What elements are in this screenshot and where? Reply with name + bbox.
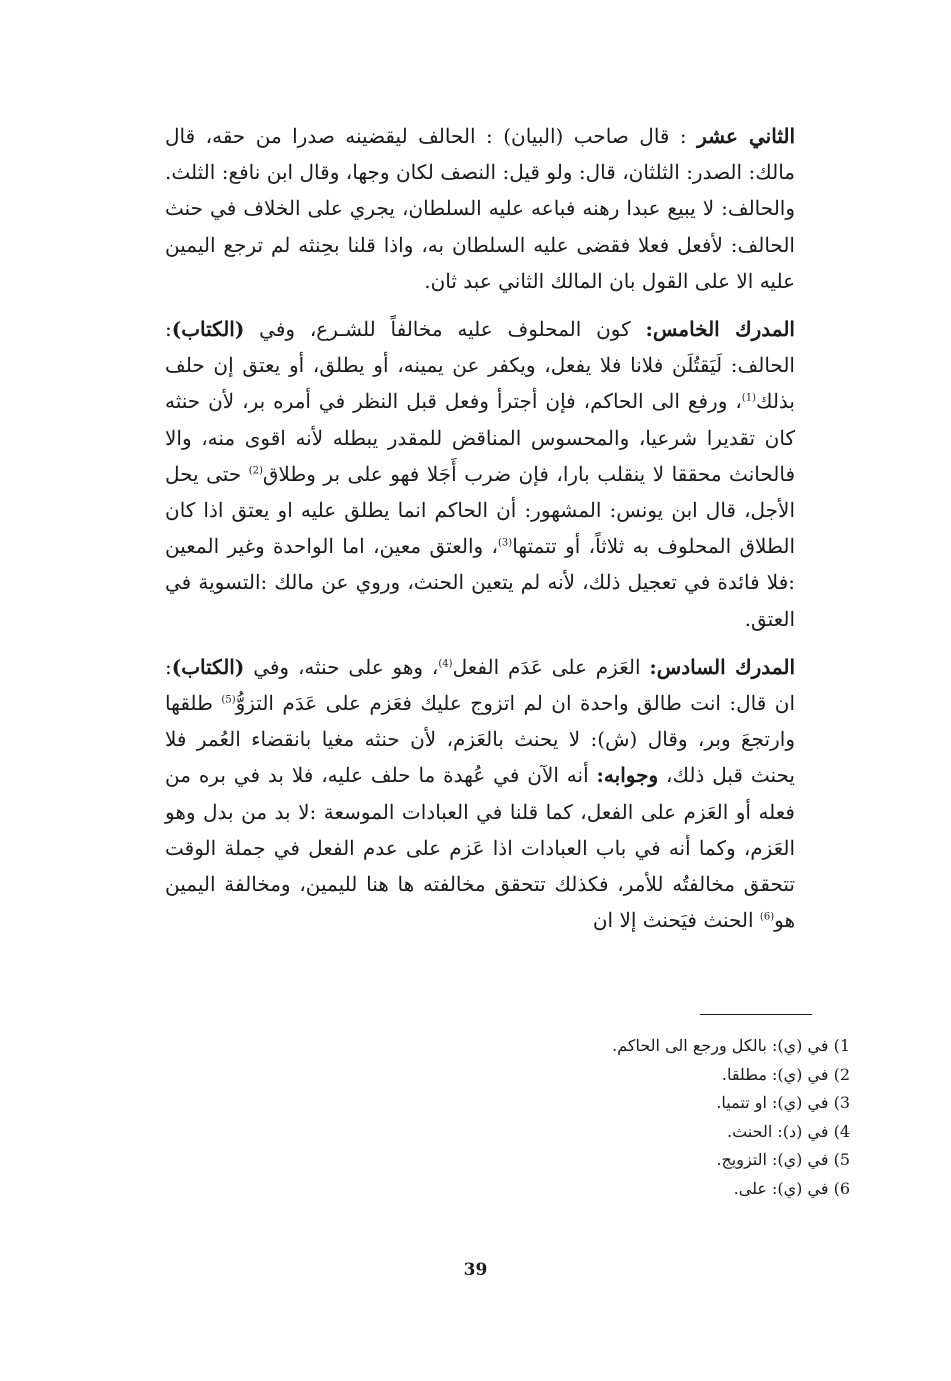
text-run: : الحالف: لَيَقتُلَن فلانا فلا يفعل، ويكفر عن يمينه، أو يطلق، أو يعتق إن حلف بذلك (165, 317, 795, 414)
text-run: العَزم على عَدَم الفعل (452, 654, 641, 679)
footnote-item: 6) في (ي): على. (733, 1178, 850, 1198)
footnote-marker: (1) (741, 392, 756, 404)
text-run: كون المحلوف عليه مخالفاً للشـرع، وفي (244, 317, 631, 342)
footnote-item: 2) في (ي): مطلقا. (721, 1064, 850, 1084)
footnotes-list (480, 1032, 850, 1203)
text-run: ، وهو على حنثه، وفي (244, 654, 439, 679)
footnote-item: 4) في (د): الحنث. (727, 1121, 850, 1141)
footnote-marker: (6) (759, 911, 775, 923)
footnote-divider (700, 1014, 812, 1015)
paragraph-fifth-madrak (165, 311, 795, 637)
answer-label: وجوابه: (596, 763, 659, 788)
page-number: 39 (463, 1260, 488, 1280)
footnote-marker: (4) (438, 658, 453, 670)
paragraph-lead: المدرك السادس: (649, 654, 796, 679)
text-run: حتى يحل الأجل، قال ابن يونس: المشهور: أن الحاكم انما يطلق عليه او يعتق اذا كان الطلاق المحلوف به ثلاثاً، أو تتمتها (165, 461, 795, 559)
paragraph-lead: المدرك الخامس: (645, 317, 795, 342)
footnote-item: 1) في (ي): بالكل ورجع الى الحاكم. (612, 1036, 850, 1055)
text-run: أنه الآن في عُهدة ما حلف عليه، فلا بد في بره من فعله أو العَزم على الفعل، كما قلنا في العبادات الموسعة :لا بد من بدل وهو العَزم، وكما أنه في باب العبادات اذا عَزم على عدم الفعل في جملة الوقت تتحقق مخالفتُه للأمر، فكذلك تتحقق مخالفته ها هنا لليمين، ومخالفة اليمين هو (165, 763, 795, 933)
paragraph-lead: الثاني عشر (697, 124, 796, 148)
book-reference: (الكتاب) (171, 654, 245, 679)
text-run: : ان قال: انت طالق واحدة ان لم اتزوج عليك فعَزم على عَدَم التزوُّ (165, 654, 795, 716)
text-run: ، والعتق معين، اما الواحدة وغير المعين :فلا فائدة في تعجيل ذلك، لأنه لم يتعين الحنث، وروي عن مالك :التسوية في العتق. (165, 534, 795, 631)
book-reference: (الكتاب) (171, 317, 245, 342)
footnote-marker: (2) (248, 465, 263, 477)
paragraph-twelfth (165, 118, 795, 299)
paragraph-sixth-madrak (165, 649, 795, 939)
main-text (165, 118, 795, 950)
footnote-item: 3) في (ي): او تتميا. (716, 1093, 850, 1112)
footnote-marker: (5) (221, 694, 236, 706)
footnote-item: 5) في (ي): التزويج. (716, 1150, 850, 1169)
text-run: الحنث فيَحنث إلا ان (592, 908, 760, 933)
text-run: ، ورفع الى الحاكم، فإن أجترأ وفعل قبل النظر في أمره بر، لأن حنثه كان تقديرا شرعيا، والمحسوس المناقض للمقدر يبطله لأنه اقوى منه، والا فالحانث محققا لا ينقلب بارا، فإن ضرب أَجَلا فهو على بر وطلاق (165, 389, 796, 486)
footnote-marker: (3) (498, 537, 513, 549)
text-run: طلقها وارتجعَ وبر، وقال (ش): لا يحنث بالعَزم، لأن حنثه مغيا بانقضاء العُمر فلا يحنث قبل ذلك، (165, 691, 795, 788)
paragraph-body: : قال صاحب (البيان) : الحالف ليقضينه صدرا من حقه، قال مالك: الصدر: الثلثان، قال: ولو قيل: النصف لكان وجها، وقال ابن نافع: الثلث. والحالف: لا يبيع عبدا رهنه فباعه عليه السلطان، يجري على الخلاف في حنث الحالف: لأفعل فعلا فقضى عليه السلطان به، واذا قلنا بحِنثه لم ترجع اليمين عليه الا على القول بان المالك الثاني عبد ثان. (165, 124, 795, 293)
